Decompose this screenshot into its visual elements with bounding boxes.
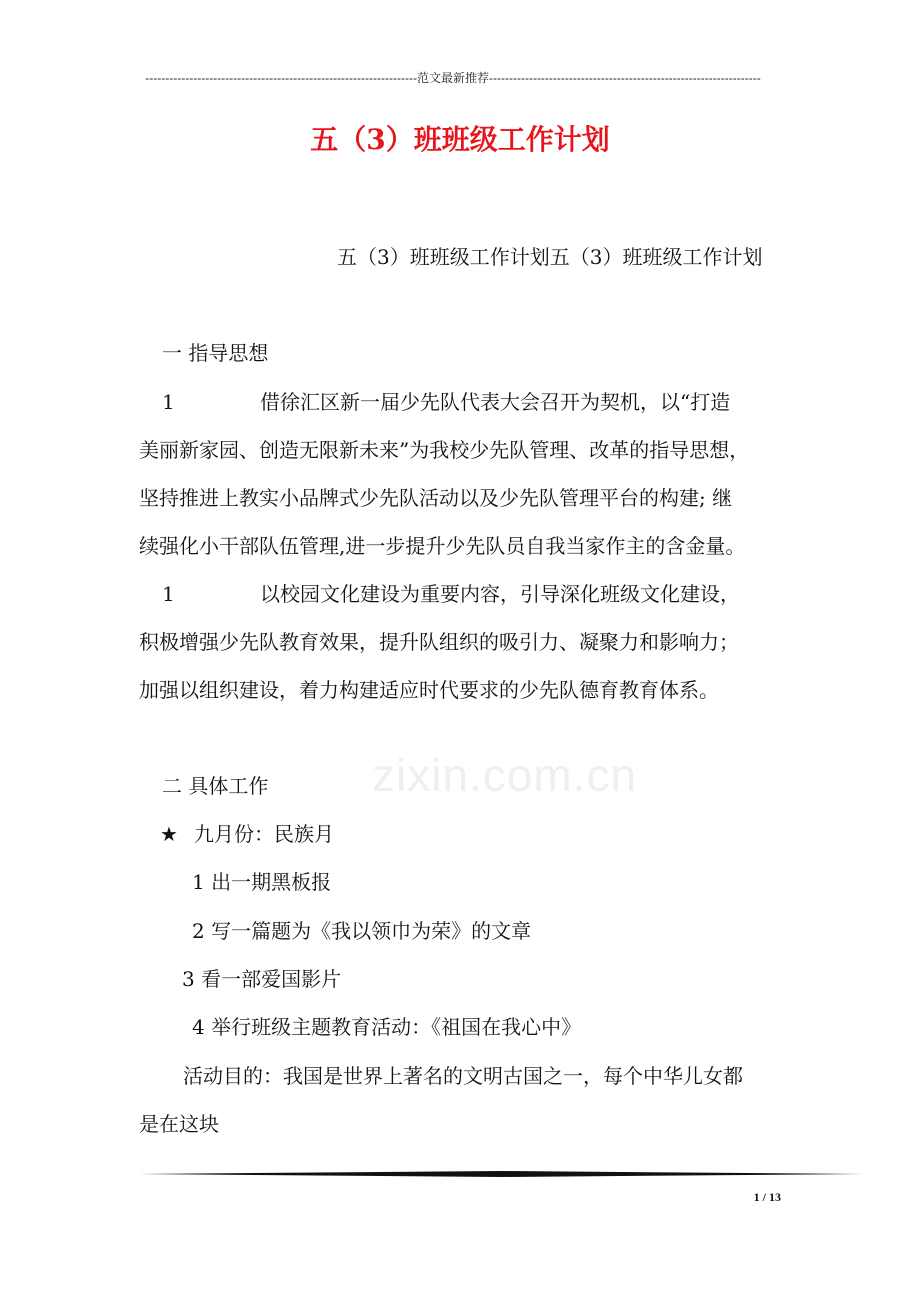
document-subtitle: 五（3）班班级工作计划五（3）班班级工作计划: [337, 245, 763, 269]
task-item: 2 写一篇题为《我以领巾为荣》的文章: [192, 919, 532, 943]
paragraph-line: 是在这块: [139, 1112, 219, 1136]
star-icon: ★: [160, 822, 178, 846]
month-heading: 九月份：民族月: [194, 822, 334, 846]
paragraph-line: 以校园文化建设为重要内容，引导深化班级文化建设，: [260, 582, 740, 606]
paragraph-line: 续强化小干部队伍管理,进一步提升少先队员自我当家作主的含金量。: [139, 534, 746, 558]
paragraph-line: 活动目的：我国是世界上著名的文明古国之一，每个中华儿女都: [183, 1064, 743, 1088]
section-heading-specific-work: 二 具体工作: [162, 774, 269, 798]
task-item: 1 出一期黑板报: [192, 870, 332, 894]
task-item: 3 看一部爱国影片: [182, 967, 342, 991]
document-title: 五（3）班班级工作计划: [310, 123, 610, 156]
task-item: 4 举行班级主题教育活动：《祖国在我心中》: [192, 1015, 582, 1039]
list-marker: 1: [162, 390, 175, 414]
section-heading-guiding-ideology: 一 指导思想: [162, 341, 269, 365]
paragraph-line: 借徐汇区新一届少先队代表大会召开为契机，以“打造: [260, 390, 731, 414]
paragraph-line: 积极增强少先队教育效果，提升队组织的吸引力、凝聚力和影响力；: [139, 630, 739, 654]
paragraph-line: 美丽新家园、创造无限新未来”为我校少先队管理、改革的指导思想，: [139, 438, 750, 462]
page-header-banner: --------------------------------------------------------------------范文最新推荐--------------------------------------------------------------------: [145, 71, 761, 85]
footer-divider: [139, 1170, 863, 1178]
page-number: 1 / 13: [753, 1190, 781, 1204]
paragraph-line: 坚持推进上教实小品牌式少先队活动以及少先队管理平台的构建; 继: [139, 486, 733, 510]
watermark: zixin.com.cn: [372, 749, 638, 801]
paragraph-line: 加强以组织建设，着力构建适应时代要求的少先队德育教育体系。: [139, 678, 719, 702]
list-marker: 1: [162, 582, 175, 606]
